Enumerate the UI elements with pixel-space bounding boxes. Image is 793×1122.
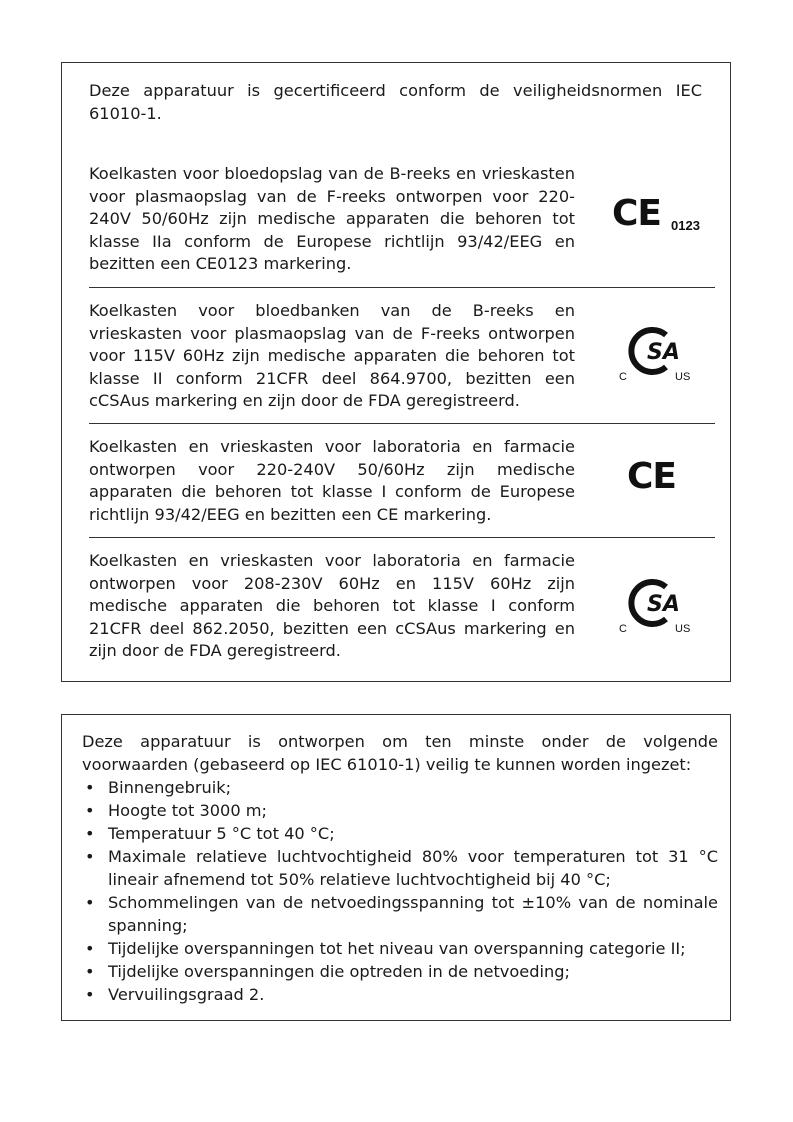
ce-mark-label: CE xyxy=(612,193,662,234)
svg-text:SA: SA xyxy=(647,592,680,617)
conditions-intro: Deze apparatuur is ontworpen om ten minste onder de volgende voorwaarden (gebaseerd op IEC 61010-1) veilig te kunnen worden ingezet: xyxy=(82,732,718,774)
conditions-list xyxy=(82,776,718,1006)
list-item: • Temperatuur 5 °C tot 40 °C; xyxy=(82,822,718,845)
ce-0123-mark xyxy=(612,193,712,238)
csa-us-mark xyxy=(617,575,697,637)
certification-intro: Deze apparatuur is gecertificeerd conform de veiligheidsnormen IEC 61010-1. xyxy=(89,81,702,123)
ce-notified-body-number: 0123 xyxy=(671,218,700,233)
conditions-box xyxy=(61,714,731,1021)
ce-mark xyxy=(627,456,697,501)
list-item: • Binnengebruik; xyxy=(82,776,718,799)
section-b-f-220v: Koelkasten voor bloedopslag van de B-reeks en vrieskasten voor plasmaopslag van de F-reeks ontworpen voor 220-240V 50/60Hz zijn medische apparaten die behoren tot klasse IIa conform de Europese richtlijn 93/42/EEG en bezitten een CE0123 markering. xyxy=(89,164,575,273)
section-lab-208v: Koelkasten en vrieskasten voor laboratoria en farmacie ontworpen voor 208-230V 60Hz en 115V 60Hz zijn medische apparaten die behoren tot klasse I conform 21CFR deel 862.2050, bezitten een cCSAus markering en zijn door de FDA geregistreerd. xyxy=(89,551,575,660)
ce-mark-label: CE xyxy=(627,456,677,497)
list-item: • Tijdelijke overspanningen die optreden in de netvoeding; xyxy=(82,960,718,983)
section-b-f-115v: Koelkasten voor bloedbanken van de B-reeks en vrieskasten voor plasmaopslag van de F-reeks ontworpen voor 115V 60Hz zijn medische apparaten die behoren tot klasse II conform 21CFR deel 864.9700, bezitten een cCSAus markering en zijn door de FDA geregistreerd. xyxy=(89,301,575,410)
divider xyxy=(89,287,715,288)
certification-box xyxy=(61,62,731,682)
csa-c-label: C xyxy=(619,623,627,635)
list-item: • Maximale relatieve luchtvochtigheid 80% voor temperaturen tot 31 °C lineair afnemend tot 50% relatieve luchtvochtigheid bij 40 °C; xyxy=(82,845,718,891)
list-item: • Vervuilingsgraad 2. xyxy=(82,983,718,1006)
csa-us-label: US xyxy=(675,623,691,635)
csa-c-label: C xyxy=(619,371,627,383)
list-item: • Tijdelijke overspanningen tot het niveau van overspanning categorie II; xyxy=(82,937,718,960)
list-item: • Schommelingen van de netvoedingsspanning tot ±10% van de nominale spanning; xyxy=(82,891,718,937)
csa-us-label: US xyxy=(675,371,691,383)
list-item: • Hoogte tot 3000 m; xyxy=(82,799,718,822)
svg-text:SA: SA xyxy=(647,340,680,365)
divider xyxy=(89,423,715,424)
csa-us-mark xyxy=(617,323,697,385)
divider xyxy=(89,537,715,538)
section-lab-220v: Koelkasten en vrieskasten voor laboratoria en farmacie ontworpen voor 220-240V 50/60Hz zijn medische apparaten die behoren tot klasse I conform de Europese richtlijn 93/42/EEG en bezitten een CE markering. xyxy=(89,437,575,524)
